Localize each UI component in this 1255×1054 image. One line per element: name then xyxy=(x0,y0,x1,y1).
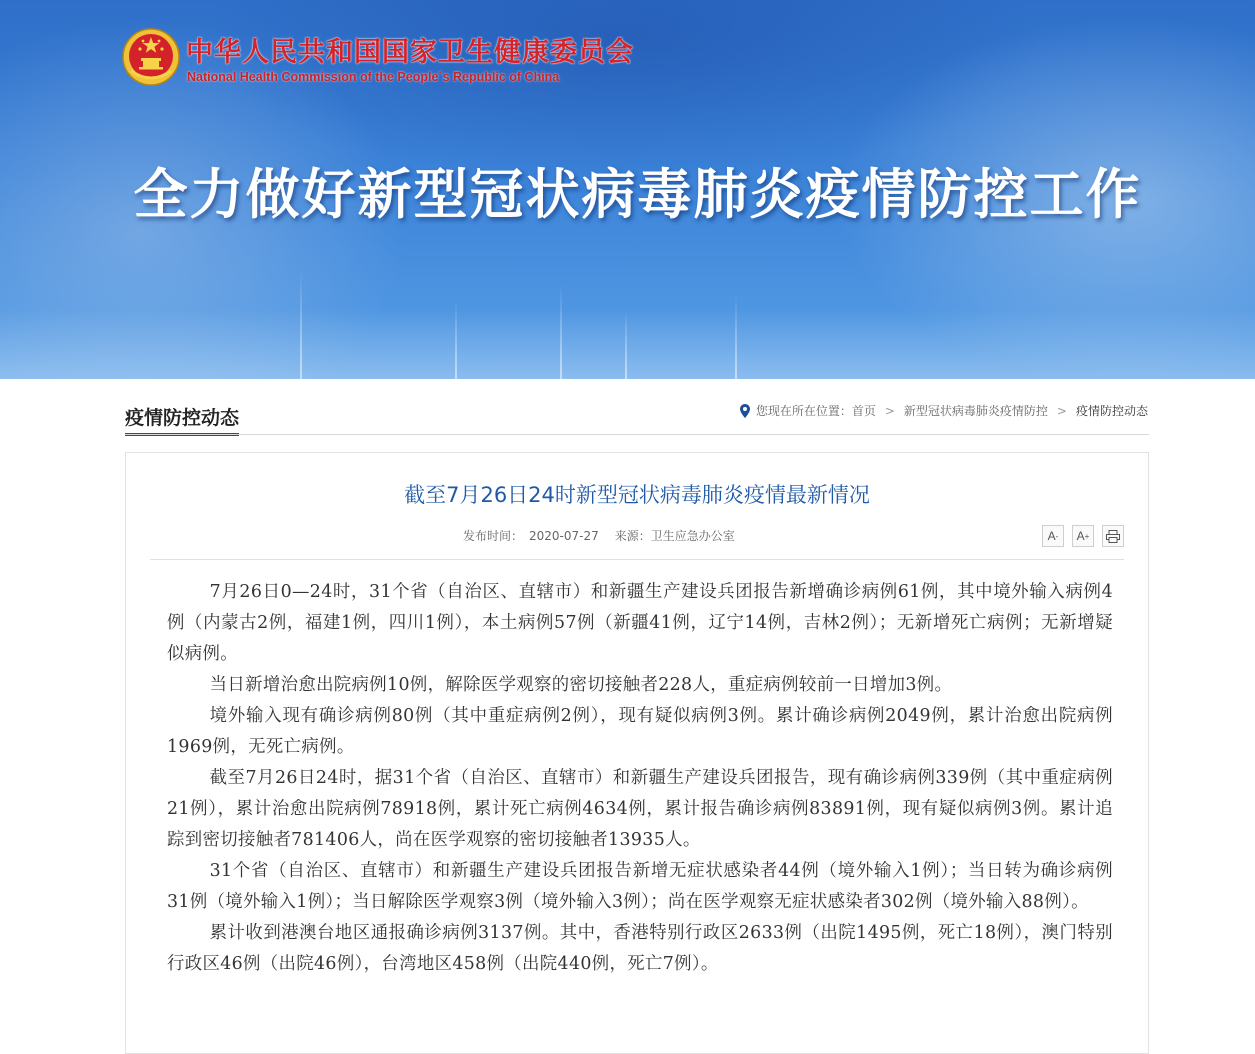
breadcrumb-separator: > xyxy=(1056,403,1067,418)
article-divider xyxy=(150,559,1124,560)
article-title: 截至7月26日24时新型冠状病毒肺炎疫情最新情况 xyxy=(404,483,870,507)
header-banner xyxy=(0,0,1255,379)
location-pin-icon xyxy=(740,404,750,418)
printer-icon xyxy=(1106,530,1120,543)
source-label: 来源： xyxy=(614,529,651,543)
banner-glow xyxy=(0,309,1255,379)
article-tools xyxy=(1042,525,1124,547)
breadcrumb-prefix: 您现在所在位置： xyxy=(755,404,852,418)
font-smaller-button[interactable]: A - xyxy=(1042,525,1064,547)
article-panel xyxy=(125,452,1149,1054)
breadcrumb-covid-link[interactable]: 新型冠状病毒肺炎疫情防控 xyxy=(903,404,1048,418)
article-paragraph: 31个省（自治区、直辖市）和新疆生产建设兵团报告新增无症状感染者44例（境外输入1例）；当日转为确诊病例31例（境外输入1例）；当日解除医学观察3例（境外输入3例）；尚在医学观察无症状感染者302例（境外输入88例）。 xyxy=(167,861,1113,912)
org-name-en: National Health Commission of the People´s Republic of China xyxy=(187,70,560,84)
breadcrumb xyxy=(740,402,1148,419)
article-paragraph: 境外输入现有确诊病例80例（其中重症病例2例），现有疑似病例3例。累计确诊病例2049例，累计治愈出院病例1969例，无死亡病例。 xyxy=(167,706,1113,757)
source-value: 卫生应急办公室 xyxy=(650,529,735,543)
publish-date: 2020-07-27 xyxy=(529,529,599,543)
publish-label: 发布时间： xyxy=(463,529,524,543)
org-name-cn: 中华人民共和国国家卫生健康委员会 xyxy=(186,37,634,68)
article-paragraph: 当日新增治愈出院病例10例，解除医学观察的密切接触者228人，重症病例较前一日增加3例。 xyxy=(209,675,953,695)
font-larger-label: A xyxy=(1076,529,1085,543)
article-paragraph: 截至7月26日24时，据31个省（自治区、直辖市）和新疆生产建设兵团报告，现有确诊病例339例（其中重症病例21例），累计治愈出院病例78918例，累计死亡病例4634例，累计报告确诊病例83891例，现有疑似病例3例。累计追踪到密切接触者781406人，尚在医学观察的密切接触者13935人。 xyxy=(167,768,1113,850)
breadcrumb-separator: > xyxy=(884,403,895,418)
article-meta xyxy=(463,527,741,544)
font-larger-button[interactable]: A + xyxy=(1072,525,1094,547)
banner-slogan: 全力做好新型冠状病毒肺炎疫情防控工作 xyxy=(133,163,1142,226)
font-smaller-label: A xyxy=(1047,529,1056,543)
breadcrumb-home-link[interactable]: 首页 xyxy=(851,404,876,418)
breadcrumb-current: 疫情防控动态 xyxy=(1075,404,1148,418)
article-body xyxy=(167,577,1113,980)
print-button[interactable] xyxy=(1102,525,1124,547)
section-divider xyxy=(125,434,1149,435)
article-paragraph: 7月26日0—24时，31个省（自治区、直辖市）和新疆生产建设兵团报告新增确诊病例61例，其中境外输入病例4例（内蒙古2例，福建1例，四川1例），本土病例57例（新疆41例，辽宁14例，吉林2例）；无新增死亡病例；无新增疑似病例。 xyxy=(167,582,1113,664)
section-title: 疫情防控动态 xyxy=(125,403,239,436)
national-emblem-icon xyxy=(121,27,181,87)
article-paragraph: 累计收到港澳台地区通报确诊病例3137例。其中，香港特别行政区2633例（出院1495例，死亡18例），澳门特别行政区46例（出院46例），台湾地区458例（出院440例，死亡7例）。 xyxy=(167,923,1113,974)
